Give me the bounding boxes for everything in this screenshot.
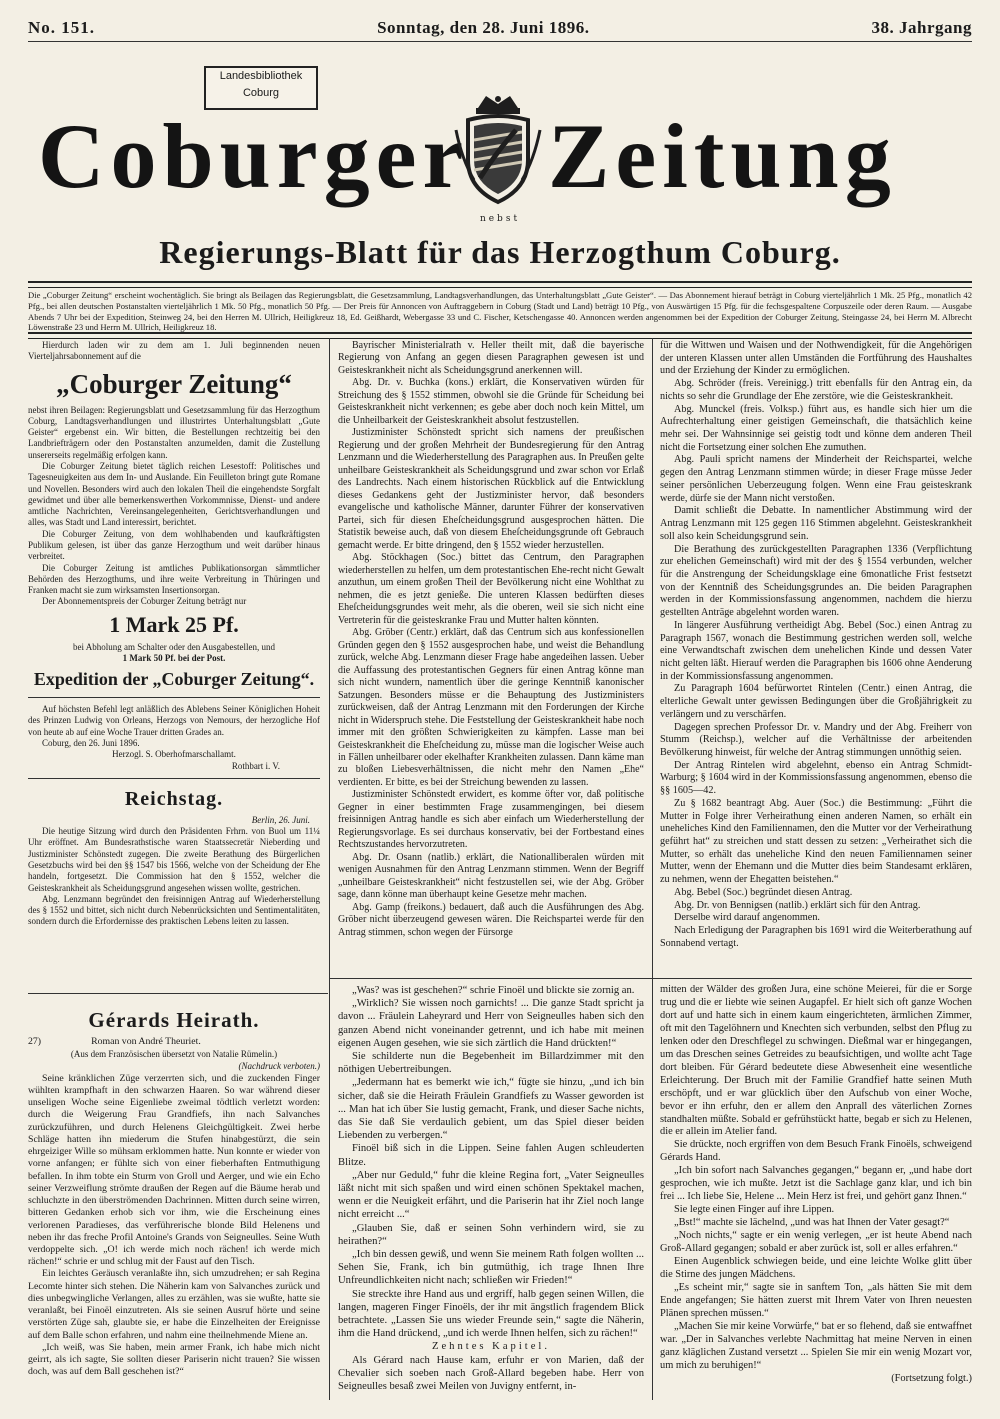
debate-cont-7: In längerer Ausführung vertheidigt Abg. Bebel (Soc.) einen Antrag zu Paragraph 1567, wonach die Bestimmung gestrichen werden soll, welche eine Verwandtschaft zwischen dem unehelichen Kinde und dessen Vater nicht gelten läßt. Hierauf werden die Paragraphen bis 1606 ohne Aenderung in der Kommissionsfassung angenommen. [660,619,972,682]
masthead-word-2: Zeitung [548,105,897,207]
continuation-note: (Fortsetzung folgt.) [891,1372,972,1384]
story-cont-7: Einen Augenblick schwiegen beide, und eine leichte Wolke glitt über die Stirne des jungen Mädchens. [660,1256,972,1280]
notice-signature-1: Herzogl. S. Oberhofmarschallamt. [112,749,236,760]
debate-cont-6: Die Berathung des zurückgestellten Paragraphen 1336 (Verpflichtung zur ehelichen Gemeinschaft) wird mit der des § 1554 verbunden, welcher für die Anstrengung der Scheidungsklage eine 6monatliche Frist festsetzt von der Kenntniß des Scheidungsgrundes an. Die beiden Paragraphen werden in der Kommissionsfassung angenommen, nachdem die hierzu gestellten Anträge abgelehnt worden waren. [660,543,972,619]
subscription-price-intro: Der Abonnementspreis der Coburger Zeitung beträgt nur [42,596,247,607]
info-rule [28,332,972,339]
issue-number: No. 151. [28,18,96,37]
court-mourning-notice: Auf höchsten Befehl legt anläßlich des Ablebens Seiner Königlichen Hoheit des Prinzen Ludwig von Orleans, Herzogs von Nemours, der herzogliche Hof von heute ab auf eine Woche Trauer dritten Grades an. [28,704,320,737]
debate-cont-11: Zu § 1682 beantragt Abg. Auer (Soc.) die Bestimmung: „Führt die Mutter in Folge ihrer Verheirathung einen anderen Namen, so erhält ein uneheliches Kind den Familiennamen, den die Mutter vor der Verheirathung geführt hat“ zu streichen und statt dessen zu setzen: „Verheirathet sich die Mutter, so erhält das uneheliche Kind den neuen Familiennamen seiner Mutter, wenn der Ehemann und die Mutter dies beim Standesamt erklären, zu nehmen, wenn der Ehegatten beistehen.“ [660,797,972,886]
column-rule-1 [329,338,330,1400]
notice-signature-2: Rothbart i. V. [231,760,280,771]
reichstag-text-1: Die heutige Sitzung wird durch den Präsidenten Frhrn. von Buol um 11¼ Uhr eröffnet. Am Bundesrathstische waren Staatssecretär Nieberding und Justizminister Schönstedt zugegen. Die zweite Berathung des Bürgerlichen Gesetzbuchs wird bei den §§ 1547 bis 1566, welche von der Scheidung der Ehe handeln, fortgesetzt. Die Commission hat den § 1552, welcher die Geisteskrankheit als Scheidungsgrund angesehen wissen wollte, gestrichen. [28,826,320,893]
story-text-5: Finoël biß sich in die Lippen. Seine fahlen Augen schleuderten Blitze. [338,1143,644,1168]
debate-cont-9: Dagegen sprechen Professor Dr. v. Mandry und der Abg. Freiherr von Stumm (Reichsp.), welcher auf die Verhältnisse der arbeitenden Bevölkerung hinweist, für welche der Antrag stimmungen unnöthig seien. [660,721,972,758]
masthead-topline [28,18,972,38]
debate-text-4: Abg. Stöckhagen (Soc.) bittet das Centrum, den Paragraphen wiederherstellen zu helfen, um dem protestantischen Ehe-recht nicht Gewalt anzuthun, um einem großen Theil der Bevölkerung nicht eine Wohlthat zu nehmen, die es jetzt genieße. Die unteren Klassen bedürften dieses Eheſcheidungsgrundes weit mehr, als die oberen, weil sie sich nicht eine Vertreterin für die geisteskranke Frau und Mutter halten könnten. [338,552,644,626]
story-cont-9: „Machen Sie mir keine Vorwürfe,“ bat er so flehend, daß sie entwaffnet war. „Der in Salvanches verlebte Nachmittag hat meine Nerven in einen ganz kläglichen Zustand versetzt ... Spielen Sie mir ein wenig Mozart vor, um mich zu beruhigen!“ [660,1320,972,1371]
stamp-line-2: Coburg [242,87,280,99]
debate-cont-8: Zu Paragraph 1604 befürwortet Rintelen (Centr.) einen Antrag, die elterliche Gewalt unter gewissen Bedingungen über die Großjährigkeit zu verlängern und zu verschärfen. [660,683,972,720]
debate-text-2: Abg. Dr. v. Buchka (kons.) erklärt, die Konservativen würden für Streichung des § 1552 stimmen, obwohl sie die Gründe für Scheidung bei Geisteskrankheit nicht verkennen; es gebe aber doch noch kein Mittel, um die Unheilbarkeit der Geisteskrankheit absolut festzustellen. [338,377,644,426]
debate-text-5: Abg. Gröber (Centr.) erklärt, daß das Centrum sich aus konfessionellen Gründen gegen den § 1552 ausgesprochen habe, und weist die Behandlung zurück, welche Abg. Lenzmann dieser Frage habe angedeihen lassen. Ueber die Auffassung des protestantischen Gegners für einen Antrag könne man sich nicht wundern, namentlich über die geringe Kenntniß kanonischer Satzungen. Besonders müsse er die Behauptung des Justizministers zurückweisen, daß der Antrag Lenzmann mit den Forderungen der Kirche nicht in Widerspruch stehe. Die Feststellung der Geisteskrankheit habe noch immer mit den größten Schwierigkeiten zu kämpfen. Lasse man bei Geisteskrankheit die Eheſcheidung zu, müsse man die logischer Weise auch in Fällen unheilbarer oder ekelhafter Krankheiten zulassen. Dann käme man zu bloßen Liebesverhältnissen, die nicht mehr den Namen „Ehe“ verdienten. Er bitte, es bei der Streichung bewenden zu lassen. [338,627,644,788]
feuilleton-byline: Roman von André Theuriet. [91,1036,201,1047]
feuilleton-translator: (Aus dem Französischen übersetzt von Natalie Rümelin.) [70,1049,278,1060]
reichstag-heading: Reichstag. [124,787,224,810]
feuilleton-byline-row [28,1036,320,1048]
story-text-4: „Jedermann hat es bemerkt wie ich,“ fügte sie hinzu, „und ich bin sicher, daß sie die Heirath Fräulein Grandfiefs zu Wasser geworden ist ... Man hat ich über Sie lustig gemacht, Frank, und dieser Sache nichts, das Sie daß Sie verdaulich gebient, um das Spiel dieser beiden Liebenden zu verbergen.“ [338,1077,644,1142]
stamp-line-1: Landesbibliothek [219,70,303,82]
debate-cont-10: Der Antrag Rintelen wird abgelehnt, ebenso ein Antrag Schmidt-Warburg; § 1604 wird in der Kommissionsfassung angenommen, ebenso die §§ 1605—42. [660,759,972,797]
feuilleton-text-3: „Ich weiß, was Sie haben, mein armer Frank, ich habe mich nicht geirrt, als ich sagte, Sie sollten dieser Pariserin nicht trauen? Sie wissen doch, was auf dem Ball geschehen ist?“ [28,1341,320,1378]
top-rule [28,41,972,42]
debate-cont-12: Abg. Bebel (Soc.) begründet diesen Antrag. [674,886,853,898]
library-stamp [204,66,318,110]
story-cont-3: „Ich bin sofort nach Salvanches gegangen,“ begann er, „und habe dort gesprochen, wie ich mußte. Jetzt ist die Sachlage ganz klar, und ich bin frei ... Ich liebe Sie, Helene ... Mein Herz ist frei, und gehört ganz Ihnen.“ [660,1165,972,1203]
masthead [28,106,972,206]
subscription-price-2: 1 Mark 50 Pf. bei der Post. [122,652,226,663]
notice-place: Coburg, den 26. Juni 1896. [42,738,140,749]
story-text-3: Sie schilderte nun die Begebenheit im Billardzimmer mit den nöthigen Uebertreibungen. [338,1051,644,1076]
subscription-reach: Die Coburger Zeitung, von dem wohlhabenden und kaufkräftigsten Publikum gelesen, ist über das ganze Herzogthum und weit darüber hinaus verbreitet. [28,528,320,562]
coat-of-arms-icon [448,90,548,208]
story-text-8: „Ich bin dessen gewiß, und wenn Sie meinem Rath folgen wollten ... Sehen Sie, Frank, ich bin gutmüthig, ich trage Ihnen Ihre Unfreundlichkeiten nicht nach; schließen wir Frieden!“ [338,1249,644,1287]
masthead-nebst: nebst [479,214,521,224]
column-2 [338,340,644,939]
story-text-2: „Wirklich? Sie wissen noch garnichts! ... Die ganze Stadt spricht ja davon ... Fräulein Laheyrard und Herr von Seigneulles haben sich den ganzen Abend nicht voneinander getrennt, und ich habe mit meinen eigenen Augen gesehen, wie sie sich zärtlich die Hand drückten!“ [338,998,644,1049]
subscription-text: nebst ihren Beilagen: Regierungsblatt und Gesetzsammlung für das Herzogthum Coburg, Landtagsverhandlungen und illustrirtes Unterhaltungsblatt „Gute Geister“ ergebenst ein. Wir bitten, die Bestellungen rechtzeitig bei den Landbriefträgern oder den Postanstalten anzumelden, damit die Zustellung unsererseits regelmäßig erfolgen kann. [28,404,320,460]
debate-cont-14: Derselbe wird darauf angenommen. [674,912,820,924]
issue-date: Sonntag, den 28. Juni 1896. [377,18,590,37]
debate-cont-13: Abg. Dr. von Bennigsen (natlib.) erklärt sich für den Antrag. [674,899,921,911]
feuilleton-text-1: Seine kränklichen Züge verzerrten sich, und die zuckenden Finger wühlten krampfhaft in den schwarzen Haaren. So war während dieser unseligen Woche seine Eigenliebe zweimal tödtlich verletzt worden: durch die Weigerung Frau Grandfiefs, ihn nach Salvanches zurückzuführen, und durch Helenens Gleichgültigkeit. Zwei herbe Schläge hatten ihn miederum die Stufen hinabgestürzt, die sein ehrgeiziger Wille so mühsam erklommen hatte. Nun konnte er wieder von vorne anfangen; er fühlte sich von einer fieberhaften Entmuthigung befallen. In ihm tobte ein Sturm von Groll und Aerger, und wie ein Echo seiner Verzweiflung strömte draußen der Regen auf die Bäume herab und schluchzte in den überströmenden Dachrinnen. Mitten durch seine wirren, bitteren Gedanken erhob sich vor ihm, wie die Erscheinung eines verlorenen Paradieses, das verführerische blonde Bild Helenens und neben ihr das freche Profil Antoine's Grands von Seigneulles. Seine Wuth verdoppelte sich. „O! ich werde mich noch rächen! ich werde mich rächen!“ schrie er und schlug mit der Faust auf den Tisch. [28,1072,320,1268]
feuilleton-column-2 [338,984,644,1393]
reichstag-dateline: Berlin, 26. Juni. [251,814,310,825]
rule [28,778,320,779]
feuilleton-rule [330,978,972,979]
story-cont-4: Sie legte einen Finger auf ihre Lippen. [674,1204,835,1216]
column-3 [660,340,972,951]
feuilleton-rule-left [28,993,328,994]
debate-text-1: Bayrischer Ministerialrath v. Heller theilt mit, daß die bayerische Regierung von Anfang an gegen diesen Paragraphen gewesen ist und Geisteskrankheit nicht als Scheidungsgrund anerkennen will. [338,340,644,376]
debate-cont-1: für die Wittwen und Waisen und der Nothwendigkeit, für die Angehörigen der unteren Klassen unter allen Umständen die Fortführung des Haushaltes und der Erziehung der Kinder zu ermöglichen. [660,340,972,377]
feuilleton-column-1 [28,1000,320,1379]
subscription-invite: Hierdurch laden wir zu dem am 1. Juli beginnenden neuen Vierteljahrsabonnement auf die [28,340,320,362]
feuilleton-title: Gérards Heirath. [88,1008,260,1032]
expedition-signature: Expedition der „Coburger Zeitung“. [33,669,315,690]
masthead-word-1: Coburger [38,105,470,207]
story-text-6: „Aber nur Geduld,“ fuhr die kleine Regina fort, „Vater Seigneulles läßt nicht mit sich spaßen und wird einen schönen Spektakel machen, wenn er die Neuigkeit erfährt, und die Pariserin hat ihr Ziel noch lange nicht erreicht ...“ [338,1169,644,1221]
chapter-heading: Zehntes Kapitel. [431,1341,550,1353]
debate-cont-4: Abg. Pauli spricht namens der Minderheit der Reichspartei, welche gegen den Antrag Lenzmann stimmen würde; in dieser Frage müsse Jeder seiner persönlichen Ueberzeugung folgen. Wenn eine Frau geisteskrank werde, dürfe sie der Mann nicht verstoßen. [660,454,972,504]
column-1 [28,340,320,928]
story-text-1: „Was? was ist geschehen?“ schrie Finoël und blickte sie zornig an. [352,985,635,996]
volume-number: 38. Jahrgang [871,18,972,37]
subscription-title: „Coburger Zeitung“ [56,368,292,399]
masthead-rule [28,281,972,288]
reichstag-text-2: Abg. Lenzmann begründet den freisinnigen Antrag auf Wiederherstellung des § 1552 und bittet, sich nicht durch Nebenrücksichten und Sentimentalitäten, sondern durch die Erfordernisse des praktischen Lebens leiten zu lassen. [28,893,320,927]
subscription-official: Die Coburger Zeitung ist amtliches Publikationsorgan sämmtlicher Behörden des Herzogthums, und ihre weite Verbreitung in Thüringen und Franken macht sie zum wirksamsten Insertionsorgan. [28,562,320,596]
debate-cont-3: Abg. Munckel (freis. Volksp.) führt aus, es handle sich hier um die Aufrechterhaltung einer geistigen Gemeinschaft, die thatsächlich keine mehr sei. Der Wahnsinnige sei geistig todt und könne dem anderen Theil nicht die Fortsetzung einer solchen Ehe zumuthen. [660,403,972,453]
feuilleton-text-2: Ein leichtes Geräusch veranlaßte ihn, sich umzudrehen; er sah Regina Lecomte hinter sich stehen. Die Näherin kam von Salvanches zurück und dies unbegwingliche Verlangen, alles zu erzählen, was sie wußte, hatte sie veranlaßt, bei Finoël einzutreten. Als sie seinen Ausruf hörte und seine verstörten Züge sah, glaubte sie, er habe die Einzelheiten der Ereignisse auf dem Balle schon erfahren, und nahm eine theilnehmende Miene an. [28,1268,320,1341]
feuilleton-number: 27) [28,1036,42,1047]
debate-text-7: Abg. Dr. Osann (natlib.) erklärt, die Nationalliberalen würden mit wenigen Ausnahmen für den Antrag Lenzmann stimmen. Wenn der Begriff „unheilbare Geisteskrankheit“ nicht festzustellen sei, wie der Abg. Gröber sage, dann könne man überhaupt keine Gesetze mehr machen. [338,851,644,901]
subscription-price-1: 1 Mark 25 Pf. [109,611,239,637]
masthead-subtitle: Regierungs-Blatt für das Herzogthum Coburg. [159,234,841,270]
feuilleton-column-3 [660,984,972,1386]
subscription-price-note: bei Abholung am Schalter oder den Ausgabestellen, und [73,641,275,652]
story-text-9: Sie streckte ihre Hand aus und ergriff, halb gegen seinen Willen, die langen, mageren Finger Finoëls, der ihr mit ängstlich fragendem Blick betrachtete. „Lassen Sie uns wieder Freunde sein,“ sagte die Näherin, ihm die Hand drückend, „und ich werde Ihnen helfen, sich zu rächen!“ [338,1288,644,1340]
story-cont-5: „Bst!“ machte sie lächelnd, „und was hat Ihnen der Vater gesagt?“ [674,1217,950,1229]
story-cont-2: Sie drückte, noch ergriffen von dem Besuch Frank Finoëls, schweigend Gérards Hand. [660,1139,972,1164]
debate-text-3: Justizminister Schönstedt spricht sich namens der preußischen Regierung und der großen Mehrheit der Bundesregierung für den Antrag Lenzmann und die Wiederherstellung des Paragraphen aus. In Preußen gelte unheilbare Geisteskrankheit als Scheidungsgrund und zwar schon vor Erlaß des Landrechts. Nach einem historischen Rückblick auf die Entwicklung dieses Gedankens geht der Justizminister hervor, daß besonders evangelische und katholische Männer, darunter Führer der konservativen Partei, sich für diesen Eheſcheidungsgrund ausgesprochen hätten. Die Statistik beweise auch, daß von diesem Eheſcheidungsgrunde oft Gebrauch gemacht werde. Er bitte dringend, den § 1552 wieder herzustellen. [338,427,644,551]
rule [28,697,320,698]
story-text-7: „Glauben Sie, daß er seinen Sohn verhindern wird, sie zu heirathen?“ [338,1222,644,1247]
debate-cont-2: Abg. Schröder (freis. Vereinigg.) tritt ebenfalls für den Antrag ein, da nichts so sehr die Grundlage der Ehe zerstöre, wie die Geisteskrankheit. [660,378,972,402]
debate-text-6: Justizminister Schönstedt erwidert, es komme öfter vor, daß politische Gegner in einer bestimmten Frage zusammengingen, bei diesem freisinnigen Antrag handle es sich aber einfach um Wiederherstellung der Regierungsvorlage. Es sei durchaus konservativ, bei der Fortbestand eines Rechtszustandes hervorzutreten. [338,789,644,851]
feuilleton-reprint-note: (Nachdruck verboten.) [238,1061,320,1072]
story-text-10: Als Gérard nach Hause kam, erfuhr er von Marien, daß der Chevalier sich soeben nach Groß-Allard begeben habe. Herr von Seigneulles besaß zwei Meilen von Juvigny entfernt, in- [338,1354,644,1393]
debate-cont-15: Nach Erledigung der Paragraphen bis 1691 wird die Weiterberathung auf Sonnabend vertagt. [660,925,972,949]
story-cont-6: „Noch nichts,“ sagte er ein wenig verlegen, „er ist heute Abend nach Groß-Allard gegangen; sobald er aber zurück ist, soll er alles erfahren.“ [660,1230,972,1255]
debate-cont-5: Damit schließt die Debatte. In namentlicher Abstimmung wird der Antrag Lenzmann mit 125 gegen 116 Stimmen abgelehnt. Geisteskrankheit soll also kein Scheidungsgrund sein. [660,505,972,542]
subscription-info: Die „Coburger Zeitung“ erscheint wochentäglich. Sie bringt als Beilagen das Regierungsblatt, die Gesetzsammlung, Landtagsverhandlungen, das Unterhaltungsblatt „Gute Geister“. — Das Abonnement hierauf beträgt in Coburg vierteljährlich 1 Mk. 25 Pfg., monatlich 42 Pfg., bei allen deutschen Postanstalten vierteljährlich 1 Mk. 50 Pfg., monatlich 50 Pfg. — Der Preis für Annoncen von Auftraggebern in Coburg (Stadt und Land) beträgt 10 Pfg., von Auswärtigen 15 Pfg. für die fechsgespaltene Corpuszeile oder deren Raum. — Ausgabe Abends 7 Uhr bei der Expedition, Steinweg 24, bei den Herren M. Ullrich, Heiligkreuz 18, Ed. Geißhardt, Webergasse 33 und C. Fischer, Ketschengasse 40. Annoncen werden angenommen bei der Expedition der Coburger Zeitung, Steingasse 24, bei Herrn M. Albrecht Löwenstraße 23 und Herrn M. Ullrich, Heiligkreuz 18. [28,290,972,333]
story-cont-8: „Es scheint mir,“ sagte sie in sanftem Ton, „als hätten Sie mit dem Ende angefangen; Sie hätten zuerst mit Ihrem Vater von Ihren neuesten Plänen sprechen müssen.“ [660,1281,972,1319]
story-cont-1: mitten der Wälder des großen Jura, eine schöne Meierei, für die er Sorge trug und die er liebte wie seinen Augapfel. Er hielt sich oft ganze Wochen dort auf und hatte sich in einem kaum eingerichteten, ärmlichen Zimmer, oft mit den Tagelöhnern und Knechten sich verbunden, selbst den Pflug zu lenken oder den Dreschflegel zu schwingen. Dießmal war er hingegangen, um das Dreschen seines Getreides zu beaufsichtigen, und wollte acht Tage dort bleiben. Für Gérard bedeutete diese Abwesenheit eine wesentliche Erleichterung. Der Bruch mit der Familie Grandfief hatte seinen Muth erschöpft, und er war glücklich über den Aufschub von einer Woche, bevor er ihn erfuhr, den er allem den Anprall des väterlichen Zornes standhalten müßte. Sobald er gefrühstückt hatte, begab er sich zu Helenen, die er allein im Atelier fand. [660,984,972,1138]
debate-text-8: Abg. Gamp (freikons.) bedauert, daß auch die Ausführungen des Abg. Gröber nicht überzeugend gewesen wären. Die Reichspartei werde für den Antrag stimmen, schon wegen der Fürsorge [338,901,644,938]
subscription-offer: Die Coburger Zeitung bietet täglich reichen Lesestoff: Politisches und Tagesneuigkeiten aus dem In- und Auslande. Ein Feuilleton bringt gute Romane und Novellen. Besonders wird auch den lokalen Theil die eingehendste Sorgfalt gewidmet und über alle bemerkenswerthen Vorkommnisse, Dienst- und andere amtliche Nachrichten, Vereinsangelegenheiten, Gerichtsverhandlungen und alles, was Stadt und Land interessirt, berichtet. [28,460,320,528]
column-rule-2 [652,338,653,1400]
